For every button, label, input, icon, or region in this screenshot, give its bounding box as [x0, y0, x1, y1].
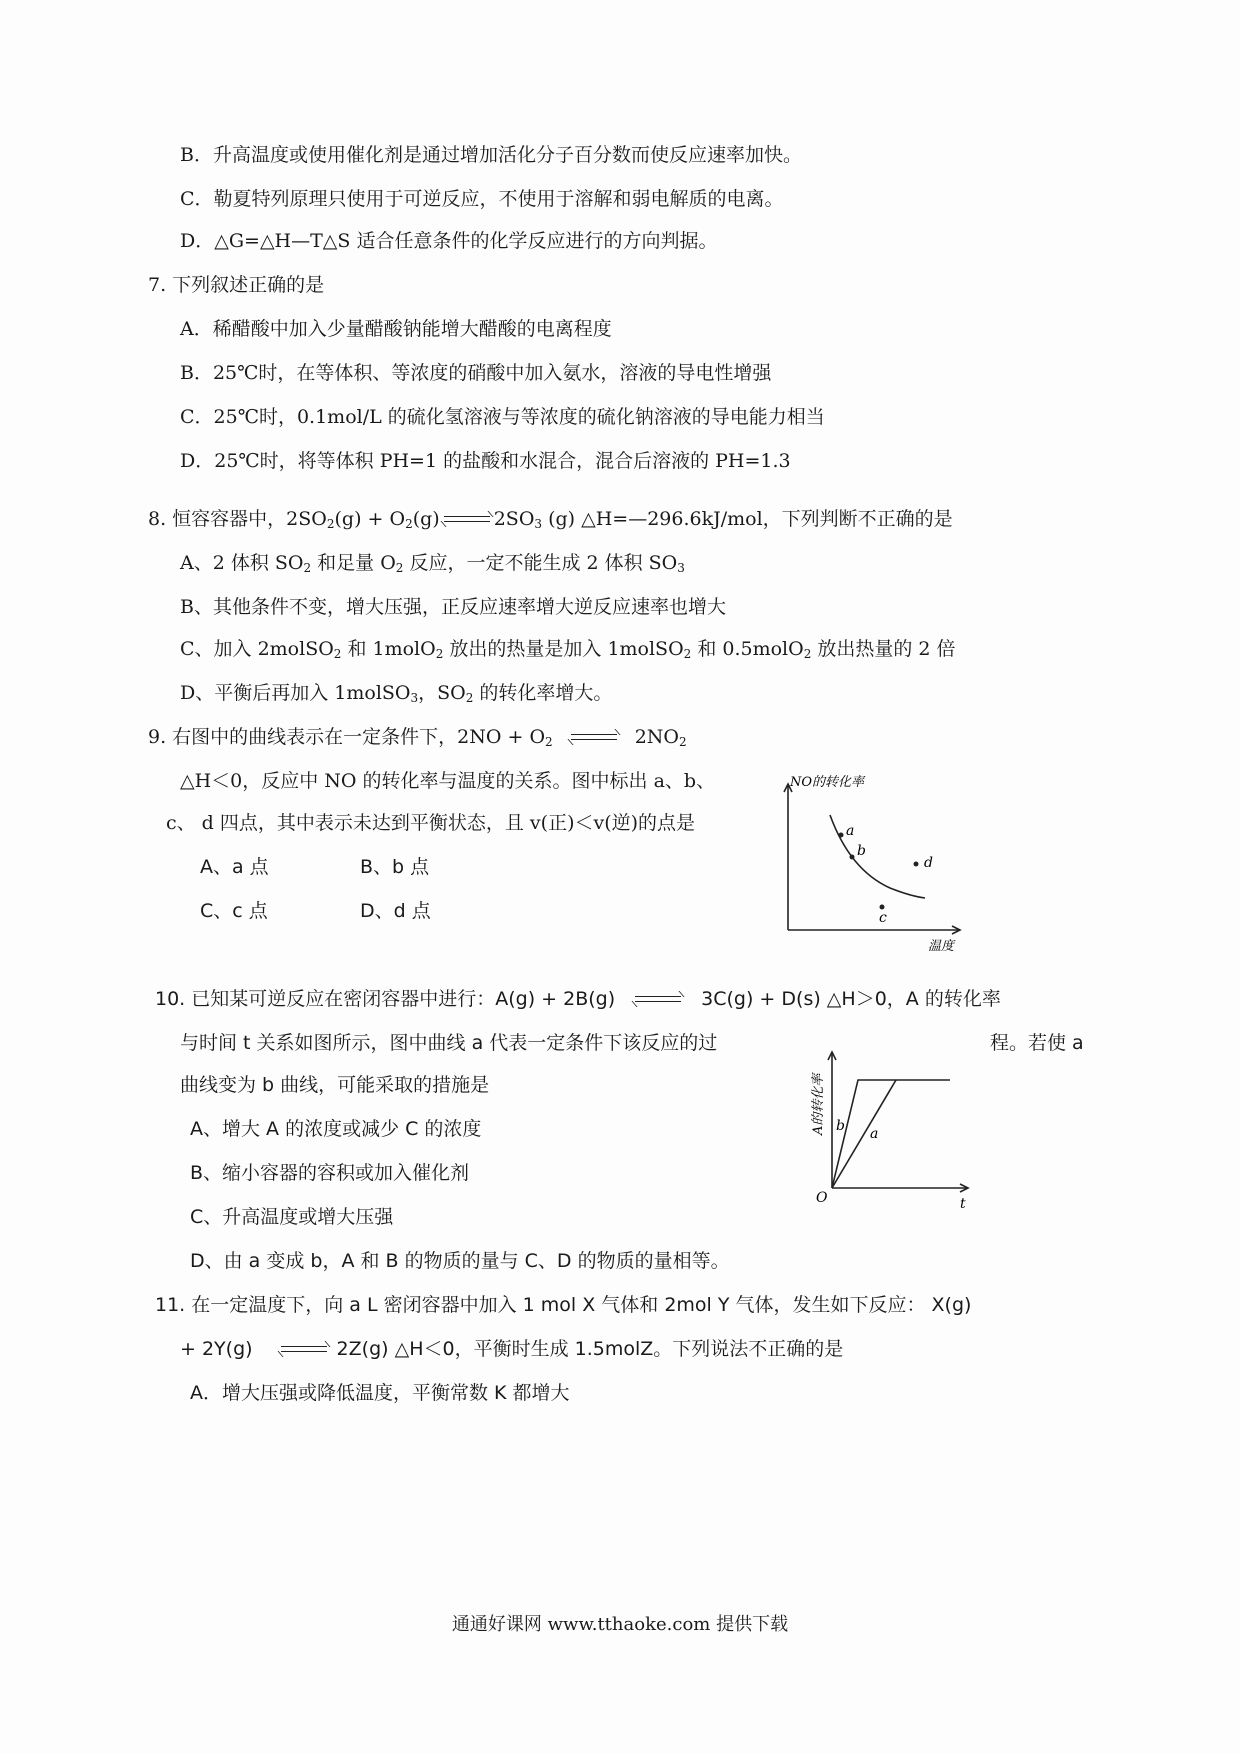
q11-stem-line1: 11. 在一定温度下，向 a L 密闭容器中加入 1 mol X 气体和 2mol Y 气体，发生如下反应： X(g) [155, 1294, 972, 1316]
equilibrium-arrow-icon [444, 514, 490, 526]
q9-option-b: B、b 点 [360, 856, 430, 878]
q7-stem: 7. 下列叙述正确的是 [148, 274, 325, 296]
equilibrium-arrow-icon [635, 994, 681, 1006]
q9-option-a: A、a 点 [200, 856, 269, 878]
q6-option-c: C．勒夏特列原理只使用于可逆反应，不使用于溶解和弱电解质的电离。 [180, 188, 784, 210]
q8-option-d: D、平衡后再加入 1molSO$_3$，$SO_2$ 的转化率增大。 [180, 682, 613, 705]
curve-a-label: a [870, 1126, 879, 1142]
point-a-marker [839, 833, 844, 838]
q10-option-b: B、缩小容器的容积或加入催化剂 [190, 1162, 470, 1184]
equilibrium-arrow-icon [281, 1344, 327, 1356]
q8-option-b: B、其他条件不变，增大压强，正反应速率增大逆反应速率也增大 [180, 596, 726, 618]
point-c-label: c [879, 910, 887, 926]
point-d-label: d [924, 855, 933, 871]
page-footer: 通通好课网 www.tthaoke.com 提供下载 [451, 1614, 789, 1635]
point-c-marker [880, 905, 885, 910]
q7-option-d: D．25℃时，将等体积 PH=1 的盐酸和水混合，混合后溶液的 PH=1.3 [180, 450, 791, 472]
x-axis-label: t [960, 1196, 966, 1212]
y-axis-label: A的转化率 [811, 1073, 826, 1135]
curve-b [832, 1080, 950, 1188]
q9-option-d: D、d 点 [360, 900, 431, 922]
q11-option-a: A．增大压强或降低温度，平衡常数 K 都增大 [190, 1382, 570, 1404]
q6-option-b: B．升高温度或使用催化剂是通过增加活化分子百分数而使反应速率加快。 [180, 144, 802, 166]
q9-figure-no-conversion-vs-temperature [770, 770, 970, 960]
curve-a [832, 1080, 896, 1188]
q7-option-c: C．25℃时，0.1mol/L 的硫化氢溶液与等浓度的硫化钠溶液的导电能力相当 [180, 406, 825, 428]
x-axis-label: 温度 [928, 939, 955, 954]
point-b-marker [850, 855, 855, 860]
q10-stem-line1: 10. 已知某可逆反应在密闭容器中进行：A(g) + 2B(g) 3C(g) + D(s) △H＞0，A 的转化率 [155, 988, 1001, 1010]
q8-option-c: C、加入 2molSO$_2$ 和 1molO$_2$ 放出的热量是加入 1molSO$_2$ 和 0.5molO$_2$ 放出热量的 2 倍 [180, 638, 956, 661]
q10-option-a: A、增大 A 的浓度或减少 C 的浓度 [190, 1118, 482, 1140]
q9-stem-line2: △H＜0，反应中 NO 的转化率与温度的关系。图中标出 a、b、 [180, 770, 716, 792]
equilibrium-arrow-icon [571, 732, 617, 744]
q7-option-a: A．稀醋酸中加入少量醋酸钠能增大醋酸的电离程度 [180, 318, 612, 340]
y-axis-label: NO的转化率 [790, 775, 865, 790]
q8-stem: 8. 恒容容器中，$2SO_2(g) + O_2(g)$ $2SO_3$ (g) △H=—296.6kJ/mol，下列判断不正确的是 [148, 508, 953, 531]
point-a-label: a [846, 823, 855, 839]
curve-b-label: b [836, 1118, 845, 1134]
point-b-label: b [857, 843, 866, 859]
q10-stem-line2a: 与时间 t 关系如图所示，图中曲线 a 代表一定条件下该反应的过 [180, 1032, 718, 1054]
q11-stem-line2: + 2Y(g) 2Z(g) △H＜0，平衡时生成 1.5molZ。下列说法不正确的是 [180, 1338, 844, 1360]
q9-stem-line3: c、 d 四点，其中表示未达到平衡状态，且 v(正)＜v(逆)的点是 [166, 812, 696, 834]
q9-stem-line1: 9. 右图中的曲线表示在一定条件下，$2NO + O_2$ $2NO_2$ [148, 726, 687, 749]
q10-stem-line2b: 程。若使 a [990, 1032, 1084, 1054]
origin-label: O [816, 1190, 828, 1206]
q10-option-c: C、升高温度或增大压强 [190, 1206, 394, 1228]
q10-figure-a-conversion-vs-time [800, 1040, 980, 1215]
q8-option-a: A、2 体积 $SO_2$ 和足量 $O_2$ 反应，一定不能生成 2 体积 $SO_3$ [180, 552, 685, 575]
q9-option-c: C、c 点 [200, 900, 268, 922]
q6-option-d: D．△G=△H—T△S 适合任意条件的化学反应进行的方向判据。 [180, 230, 718, 252]
q10-option-d: D、由 a 变成 b，A 和 B 的物质的量与 C、D 的物质的量相等。 [190, 1250, 730, 1272]
q10-stem-line3: 曲线变为 b 曲线，可能采取的措施是 [180, 1074, 490, 1096]
q7-option-b: B．25℃时，在等体积、等浓度的硝酸中加入氨水，溶液的导电性增强 [180, 362, 772, 384]
point-d-marker [914, 862, 919, 867]
